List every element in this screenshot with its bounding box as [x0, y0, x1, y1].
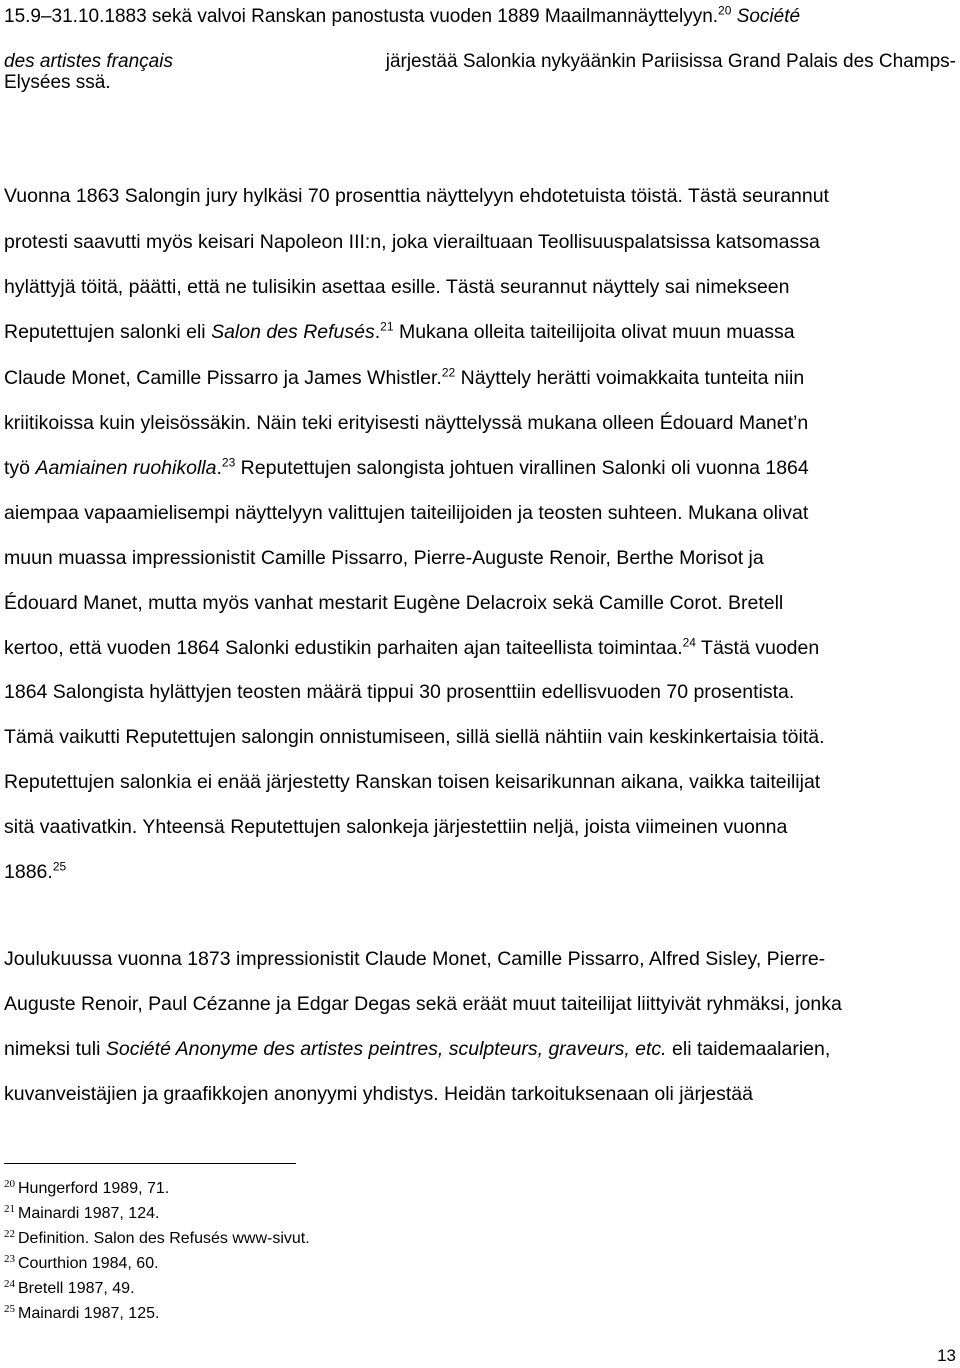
text-span: hylättyjä töitä, päätti, että ne tulisikin asettaa esille. Tästä seurannut näyttely sai nimekseen — [4, 276, 790, 298]
footnote-separator — [4, 1163, 296, 1164]
text-span: Salon des Refusés — [211, 321, 375, 343]
paragraph-2-line-8 — [4, 501, 956, 525]
footnote-text: Definition. Salon des Refusés www-sivut. — [18, 1230, 310, 1247]
footnote-number: 22 — [4, 1227, 15, 1240]
text-span: aiempaa vapaamielisempi näyttelyyn valittujen taiteilijoiden ja teosten suhteen. Mukana olivat — [4, 502, 809, 524]
page-number: 13 — [937, 1346, 956, 1365]
paragraph-3-line-3 — [4, 1037, 956, 1061]
text-span: Elysées ssä. — [4, 72, 111, 93]
footnote-text: Bretell 1987, 49. — [18, 1280, 135, 1297]
text-span: Tästä vuoden — [701, 637, 820, 659]
footnote-number: 24 — [4, 1277, 15, 1290]
text-span: työ — [4, 457, 31, 479]
footnote-ref-21[interactable]: 21 — [380, 319, 394, 334]
paragraph-2-line-16 — [4, 860, 956, 884]
paragraph-3-line-2 — [4, 992, 956, 1016]
footnote-ref-24[interactable]: 24 — [682, 635, 696, 650]
paragraph-3-line-4 — [4, 1082, 956, 1106]
paragraph-1-line-1 — [4, 5, 956, 29]
text-span: 15.9–31.10.1883 sekä valvoi Ranskan panostusta vuoden 1889 Maailmannäyttelyyn. — [4, 6, 719, 27]
paragraph-2-line-1 — [4, 184, 956, 208]
paragraph-2-line-13 — [4, 725, 956, 749]
text-span: sitä vaativatkin. Yhteensä Reputettujen salonkeja järjestettiin neljä, joista viimeinen vuonna — [4, 816, 788, 838]
text-span: Tämä vaikutti Reputettujen salongin onnistumiseen, sillä siellä nähtiin vain keskinkertaisia töitä. — [4, 726, 825, 748]
footnote-text: Mainardi 1987, 125. — [18, 1305, 160, 1322]
text-span: Mukana olleita taiteilijoita olivat muun muassa — [398, 321, 795, 343]
text-span: Joulukuussa vuonna 1873 impressionistit Claude Monet, Camille Pissarro, Alfred Sisley, Pierre- — [4, 948, 826, 970]
footnote-24 — [4, 1279, 135, 1299]
text-span: Reputettujen salongista johtuen virallinen Salonki oli vuonna 1864 — [240, 457, 809, 479]
paragraph-2-line-5 — [4, 366, 956, 390]
footnote-text: Hungerford 1989, 71. — [18, 1180, 170, 1197]
paragraph-2-line-6 — [4, 411, 956, 435]
footnote-25 — [4, 1304, 159, 1324]
text-span: Reputettujen salonkia ei enää järjestetty Ranskan toisen keisarikunnan aikana, vaikka taiteilijat — [4, 771, 821, 793]
footnote-text: Mainardi 1987, 124. — [18, 1205, 160, 1222]
footnote-ref-25[interactable]: 25 — [52, 859, 67, 874]
text-span: Société — [736, 6, 801, 27]
text-span: Näyttely herätti voimakkaita tunteita niin — [460, 367, 805, 389]
paragraph-2-line-14 — [4, 770, 956, 794]
text-span: 1864 Salongista hylättyjen teosten määrä tippui 30 prosenttiin edellisvuoden 70 prosentista. — [4, 681, 795, 703]
paragraph-2-line-7 — [4, 456, 956, 480]
paragraph-2-line-12 — [4, 680, 956, 704]
text-span: protesti saavutti myös keisari Napoleon III:n, joka vierailtuaan Teollisuuspalatsissa katsomassa — [4, 231, 820, 253]
text-span: Claude Monet, Camille Pissarro ja James Whistler. — [4, 367, 442, 389]
text-span: järjestää Salonkia nykyäänkin Pariisissa Grand Palais des Champs- — [385, 51, 956, 72]
paragraph-2-line-15 — [4, 815, 956, 839]
footnote-22 — [4, 1229, 310, 1249]
text-span: des artistes français — [4, 51, 173, 72]
paragraph-2-line-4 — [4, 320, 956, 344]
text-span: nimeksi tuli — [4, 1038, 101, 1060]
footnote-ref-22[interactable]: 22 — [441, 365, 456, 380]
paragraph-1-line-3 — [4, 71, 956, 95]
paragraph-2-line-2 — [4, 230, 956, 254]
text-span: eli taidemaalarien, — [672, 1038, 831, 1060]
paragraph-2-line-9 — [4, 546, 956, 570]
footnote-number: 23 — [4, 1252, 15, 1265]
text-span: Aamiainen ruohikolla — [35, 457, 217, 479]
footnote-ref-23[interactable]: 23 — [221, 455, 236, 470]
text-span: kuvanveistäjien ja graafikkojen anonyymi yhdistys. Heidän tarkoituksenaan oli järjestää — [4, 1083, 753, 1105]
footnote-text: Courthion 1984, 60. — [18, 1255, 159, 1272]
text-span: kertoo, että vuoden 1864 Salonki edustikin parhaiten ajan taiteellista toimintaa. — [4, 637, 683, 659]
paragraph-2-line-3 — [4, 275, 956, 299]
text-span: . — [216, 457, 222, 479]
text-span: Société Anonyme des artistes peintres, sculpteurs, graveurs, etc. — [105, 1038, 667, 1060]
text-span: Édouard Manet, mutta myös vanhat mestarit Eugène Delacroix sekä Camille Corot. Bretell — [4, 592, 784, 614]
paragraph-2-line-11 — [4, 636, 956, 660]
footnote-ref-20[interactable]: 20 — [718, 3, 732, 18]
footnote-number: 20 — [4, 1177, 15, 1190]
footnote-23 — [4, 1254, 159, 1274]
text-span: Vuonna 1863 Salongin jury hylkäsi 70 prosenttia näyttelyyn ehdotetuista töistä. Tästä seurannut — [4, 185, 829, 207]
footnote-20 — [4, 1179, 169, 1199]
footnote-number: 25 — [4, 1302, 15, 1315]
text-span: Auguste Renoir, Paul Cézanne ja Edgar Degas sekä eräät muut taiteilijat liittyivät ryhmäksi, jonka — [4, 993, 842, 1015]
paragraph-3-line-1 — [4, 947, 956, 971]
text-span: muun muassa impressionistit Camille Pissarro, Pierre-Auguste Renoir, Berthe Morisot ja — [4, 547, 764, 569]
paragraph-2-line-10 — [4, 591, 956, 615]
text-span: 1886. — [4, 861, 53, 883]
footnote-number: 21 — [4, 1202, 15, 1215]
footnote-21 — [4, 1204, 159, 1224]
text-span: Reputettujen salonki eli — [4, 321, 206, 343]
text-span: . — [374, 321, 381, 343]
text-span: kriitikoissa kuin yleisössäkin. Näin teki erityisesti näyttelyssä mukana olleen Édouard Manet’n — [4, 412, 809, 434]
